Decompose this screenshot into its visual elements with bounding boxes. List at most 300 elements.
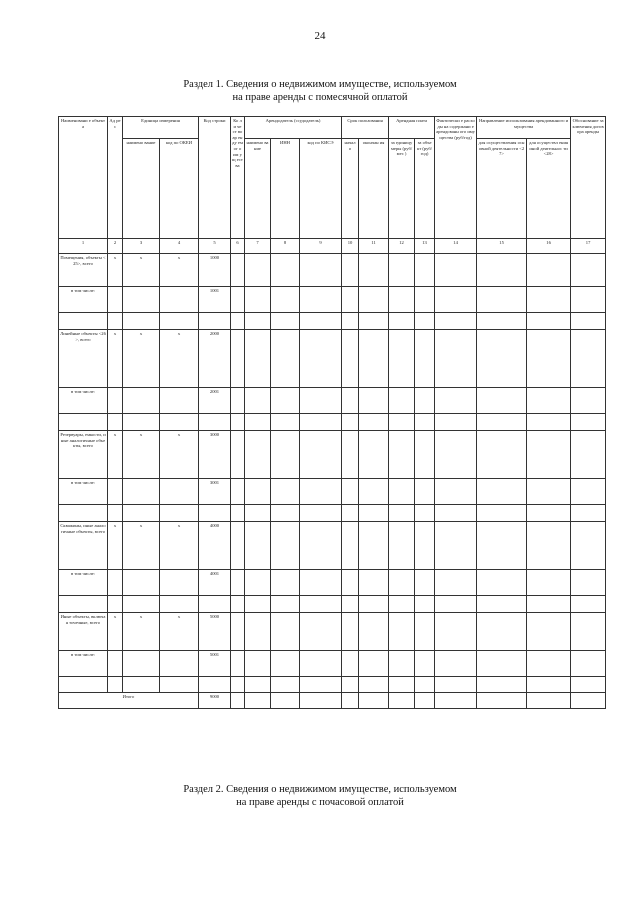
empty-cell xyxy=(571,651,606,677)
column-number: 11 xyxy=(359,239,389,254)
empty-cell xyxy=(245,479,271,505)
empty-cell xyxy=(245,287,271,313)
empty-cell xyxy=(342,693,359,709)
empty-cell xyxy=(342,596,359,613)
total-row xyxy=(59,693,606,709)
row-code-cell: 3000 xyxy=(199,431,231,479)
empty-cell xyxy=(435,254,477,287)
empty-cell xyxy=(271,388,300,414)
sub-label-cell: в том числе: xyxy=(59,479,108,505)
empty-cell xyxy=(342,330,359,388)
empty-cell xyxy=(359,313,389,330)
empty-cell xyxy=(123,479,160,505)
empty-cell xyxy=(231,479,245,505)
empty-cell xyxy=(359,287,389,313)
empty-cell xyxy=(477,505,527,522)
empty-cell xyxy=(231,613,245,651)
header-other-activity: для осуществл ения иной деятельнос ти <28> xyxy=(527,139,571,239)
empty-cell xyxy=(477,677,527,693)
empty-cell xyxy=(59,313,108,330)
empty-cell xyxy=(123,651,160,677)
empty-cell xyxy=(271,431,300,479)
empty-cell xyxy=(527,287,571,313)
empty-cell xyxy=(477,651,527,677)
empty-cell xyxy=(300,651,342,677)
empty-cell xyxy=(300,693,342,709)
empty-cell xyxy=(477,522,527,570)
empty-cell xyxy=(477,479,527,505)
empty-cell xyxy=(271,505,300,522)
column-number: 5 xyxy=(199,239,231,254)
empty-cell xyxy=(231,388,245,414)
empty-cell xyxy=(271,596,300,613)
column-number: 7 xyxy=(245,239,271,254)
empty-cell xyxy=(571,613,606,651)
okei-cell: x xyxy=(160,431,199,479)
empty-cell xyxy=(571,388,606,414)
empty-cell xyxy=(389,570,415,596)
header-unit-name: наимено вание xyxy=(123,139,160,239)
empty-cell xyxy=(231,414,245,431)
empty-cell xyxy=(389,431,415,479)
empty-cell xyxy=(359,388,389,414)
header-unit: Единица измерения xyxy=(123,117,199,139)
header-name: Наименовани е объекта xyxy=(59,117,108,239)
table-row xyxy=(59,651,606,677)
empty-cell xyxy=(300,431,342,479)
empty-cell xyxy=(199,313,231,330)
empty-cell xyxy=(160,479,199,505)
empty-cell xyxy=(359,254,389,287)
empty-cell xyxy=(199,596,231,613)
column-number: 4 xyxy=(160,239,199,254)
header-actual-costs: Фактически е расходы на содержани е арендованн ого имущества (руб/год) xyxy=(435,117,477,239)
empty-cell xyxy=(415,570,435,596)
empty-cell xyxy=(389,414,415,431)
empty-cell xyxy=(389,313,415,330)
empty-cell xyxy=(435,596,477,613)
empty-cell xyxy=(300,677,342,693)
header-address: Ад ре с xyxy=(108,117,123,239)
empty-cell xyxy=(359,570,389,596)
sub-label-cell: в том числе: xyxy=(59,388,108,414)
unit-name-cell: x xyxy=(123,613,160,651)
empty-cell xyxy=(300,388,342,414)
empty-cell xyxy=(245,651,271,677)
unit-name-cell: x xyxy=(123,431,160,479)
empty-cell xyxy=(571,505,606,522)
empty-cell xyxy=(160,414,199,431)
empty-cell xyxy=(160,287,199,313)
empty-cell xyxy=(300,596,342,613)
header-row-code: Код строки xyxy=(199,117,231,239)
empty-cell xyxy=(271,570,300,596)
empty-cell xyxy=(571,414,606,431)
empty-cell xyxy=(108,651,123,677)
empty-cell xyxy=(108,414,123,431)
empty-cell xyxy=(245,570,271,596)
empty-cell xyxy=(389,522,415,570)
empty-cell xyxy=(435,313,477,330)
empty-cell xyxy=(271,651,300,677)
empty-cell xyxy=(571,330,606,388)
row-code-cell: 1001 xyxy=(199,287,231,313)
empty-cell xyxy=(300,522,342,570)
row-code-cell: 3001 xyxy=(199,479,231,505)
header-rent-per-unit: за единицу меры (руб/мес ) xyxy=(389,139,415,239)
table-row xyxy=(59,431,606,479)
empty-cell xyxy=(231,651,245,677)
empty-cell xyxy=(300,414,342,431)
empty-cell xyxy=(389,287,415,313)
column-number: 6 xyxy=(231,239,245,254)
header-tenant: Арендодатель (ссудодатель) xyxy=(245,117,342,139)
empty-cell xyxy=(160,596,199,613)
column-number: 16 xyxy=(527,239,571,254)
empty-cell xyxy=(571,596,606,613)
empty-cell xyxy=(571,254,606,287)
address-cell: x xyxy=(108,613,123,651)
header-quantity: Ко ли че ст во ар ен ду ем ог о им ущ ест ва xyxy=(231,117,245,239)
empty-cell xyxy=(271,330,300,388)
empty-cell xyxy=(415,388,435,414)
empty-cell xyxy=(389,388,415,414)
table-row xyxy=(59,613,606,651)
empty-cell xyxy=(231,505,245,522)
column-number: 8 xyxy=(271,239,300,254)
empty-cell xyxy=(245,522,271,570)
empty-cell xyxy=(231,596,245,613)
empty-cell xyxy=(342,254,359,287)
empty-cell xyxy=(59,677,108,693)
empty-cell xyxy=(123,414,160,431)
empty-cell xyxy=(389,330,415,388)
empty-cell xyxy=(245,313,271,330)
empty-cell xyxy=(389,693,415,709)
empty-cell xyxy=(435,570,477,596)
empty-cell xyxy=(160,570,199,596)
table-row xyxy=(59,254,606,287)
page-number: 24 xyxy=(314,30,326,42)
empty-cell xyxy=(300,313,342,330)
header-row-1 xyxy=(59,117,606,139)
empty-cell xyxy=(300,254,342,287)
sub-label-cell: в том числе: xyxy=(59,287,108,313)
empty-cell xyxy=(477,388,527,414)
header-main-activity: для осуществления основной деятельности <27> xyxy=(477,139,527,239)
header-tenant-name: наимено вание xyxy=(245,139,271,239)
empty-cell xyxy=(571,693,606,709)
column-number-row xyxy=(59,239,606,254)
column-number: 14 xyxy=(435,239,477,254)
empty-cell xyxy=(435,693,477,709)
empty-cell xyxy=(160,677,199,693)
empty-cell xyxy=(359,596,389,613)
empty-cell xyxy=(160,505,199,522)
header-term-start: начал о xyxy=(342,139,359,239)
table-row xyxy=(59,287,606,313)
header-purpose: Направление использования арендованного имущества xyxy=(477,117,571,139)
empty-cell xyxy=(245,388,271,414)
empty-cell xyxy=(342,388,359,414)
empty-cell xyxy=(300,570,342,596)
empty-cell xyxy=(359,522,389,570)
empty-cell xyxy=(245,613,271,651)
object-name-cell: Помещения, объекты <25>, всего xyxy=(59,254,108,287)
okei-cell: x xyxy=(160,330,199,388)
empty-cell xyxy=(527,254,571,287)
empty-cell xyxy=(160,388,199,414)
empty-cell xyxy=(108,287,123,313)
empty-cell xyxy=(271,313,300,330)
column-number: 10 xyxy=(342,239,359,254)
empty-cell xyxy=(415,479,435,505)
table-row xyxy=(59,596,606,613)
empty-cell xyxy=(199,677,231,693)
empty-cell xyxy=(245,414,271,431)
empty-cell xyxy=(415,287,435,313)
object-name-cell: Резервуары, емкости, иные аналогичные объекты, всего xyxy=(59,431,108,479)
table-row xyxy=(59,313,606,330)
address-cell: x xyxy=(108,522,123,570)
row-code-cell: 4001 xyxy=(199,570,231,596)
empty-cell xyxy=(571,313,606,330)
table-row xyxy=(59,479,606,505)
empty-cell xyxy=(359,414,389,431)
section-1-title-line1: Раздел 1. Сведения о недвижимом имуществе, используемом xyxy=(183,79,457,90)
empty-cell xyxy=(359,613,389,651)
sub-label-cell: в том числе: xyxy=(59,570,108,596)
empty-cell xyxy=(477,570,527,596)
empty-cell xyxy=(245,330,271,388)
empty-cell xyxy=(271,522,300,570)
unit-name-cell: x xyxy=(123,522,160,570)
empty-cell xyxy=(231,313,245,330)
empty-cell xyxy=(527,479,571,505)
property-table xyxy=(58,116,606,709)
empty-cell xyxy=(359,693,389,709)
header-okei: код по ОКЕИ xyxy=(160,139,199,239)
empty-cell xyxy=(300,505,342,522)
okei-cell: x xyxy=(160,254,199,287)
section-1-title-line2: на праве аренды с помесячной оплатой xyxy=(232,92,408,103)
empty-cell xyxy=(527,651,571,677)
empty-cell xyxy=(571,479,606,505)
empty-cell xyxy=(300,330,342,388)
empty-cell xyxy=(342,570,359,596)
empty-cell xyxy=(342,414,359,431)
table-row xyxy=(59,414,606,431)
empty-cell xyxy=(389,677,415,693)
empty-cell xyxy=(108,596,123,613)
empty-cell xyxy=(342,613,359,651)
empty-cell xyxy=(435,287,477,313)
empty-cell xyxy=(342,505,359,522)
empty-cell xyxy=(245,596,271,613)
empty-cell xyxy=(123,596,160,613)
table-row xyxy=(59,388,606,414)
empty-cell xyxy=(415,693,435,709)
empty-cell xyxy=(123,388,160,414)
empty-cell xyxy=(527,388,571,414)
empty-cell xyxy=(435,330,477,388)
empty-cell xyxy=(477,287,527,313)
column-number: 1 xyxy=(59,239,108,254)
empty-cell xyxy=(435,522,477,570)
empty-cell xyxy=(160,651,199,677)
table-row xyxy=(59,677,606,693)
table-row xyxy=(59,522,606,570)
empty-cell xyxy=(571,287,606,313)
empty-cell xyxy=(342,313,359,330)
column-number: 9 xyxy=(300,239,342,254)
object-name-cell: Скважины, иные аналогичные объекты, всего xyxy=(59,522,108,570)
header-term-end: окончан ия xyxy=(359,139,389,239)
empty-cell xyxy=(342,651,359,677)
empty-cell xyxy=(477,693,527,709)
empty-cell xyxy=(231,330,245,388)
table-row xyxy=(59,505,606,522)
empty-cell xyxy=(415,651,435,677)
row-code-cell: 2001 xyxy=(199,388,231,414)
empty-cell xyxy=(123,313,160,330)
column-number: 3 xyxy=(123,239,160,254)
empty-cell xyxy=(123,677,160,693)
empty-cell xyxy=(527,677,571,693)
empty-cell xyxy=(389,651,415,677)
empty-cell xyxy=(571,522,606,570)
empty-cell xyxy=(108,570,123,596)
empty-cell xyxy=(359,431,389,479)
header-kise: код по КИСЭ xyxy=(300,139,342,239)
empty-cell xyxy=(123,287,160,313)
empty-cell xyxy=(300,479,342,505)
unit-name-cell: x xyxy=(123,254,160,287)
empty-cell xyxy=(342,677,359,693)
empty-cell xyxy=(271,677,300,693)
empty-cell xyxy=(231,431,245,479)
empty-cell xyxy=(527,570,571,596)
empty-cell xyxy=(359,330,389,388)
empty-cell xyxy=(271,613,300,651)
address-cell: x xyxy=(108,254,123,287)
empty-cell xyxy=(199,414,231,431)
empty-cell xyxy=(477,313,527,330)
column-number: 13 xyxy=(415,239,435,254)
empty-cell xyxy=(527,522,571,570)
empty-cell xyxy=(231,254,245,287)
empty-cell xyxy=(231,693,245,709)
empty-cell xyxy=(108,388,123,414)
row-code-cell: 5001 xyxy=(199,651,231,677)
empty-cell xyxy=(477,330,527,388)
empty-cell xyxy=(571,431,606,479)
row-code-cell: 4000 xyxy=(199,522,231,570)
empty-cell xyxy=(300,613,342,651)
object-name-cell: Иные объекты, включая точечные, всего xyxy=(59,613,108,651)
empty-cell xyxy=(271,287,300,313)
section-2-title xyxy=(0,783,640,809)
empty-cell xyxy=(477,254,527,287)
empty-cell xyxy=(231,570,245,596)
empty-cell xyxy=(435,677,477,693)
header-row-2 xyxy=(59,139,606,239)
empty-cell xyxy=(199,505,231,522)
empty-cell xyxy=(571,570,606,596)
empty-cell xyxy=(108,677,123,693)
empty-cell xyxy=(527,431,571,479)
section-2-title-line2: на праве аренды с почасовой оплатой xyxy=(236,797,404,808)
empty-cell xyxy=(342,287,359,313)
header-rent: Арендная плата xyxy=(389,117,435,139)
empty-cell xyxy=(342,431,359,479)
empty-cell xyxy=(435,414,477,431)
empty-cell xyxy=(389,479,415,505)
empty-cell xyxy=(245,505,271,522)
empty-cell xyxy=(571,677,606,693)
empty-cell xyxy=(108,313,123,330)
empty-cell xyxy=(527,313,571,330)
column-number: 15 xyxy=(477,239,527,254)
sub-label-cell: в том числе: xyxy=(59,651,108,677)
okei-cell: x xyxy=(160,522,199,570)
empty-cell xyxy=(415,431,435,479)
section-1-title xyxy=(0,78,640,104)
empty-cell xyxy=(389,596,415,613)
table-row xyxy=(59,330,606,388)
empty-cell xyxy=(271,479,300,505)
empty-cell xyxy=(415,677,435,693)
empty-cell xyxy=(359,651,389,677)
empty-cell xyxy=(123,570,160,596)
unit-name-cell: x xyxy=(123,330,160,388)
empty-cell xyxy=(59,505,108,522)
empty-cell xyxy=(342,479,359,505)
column-number: 17 xyxy=(571,239,606,254)
header-rent-per-object: за объе кт (руб/ год) xyxy=(415,139,435,239)
column-number: 2 xyxy=(108,239,123,254)
empty-cell xyxy=(245,254,271,287)
empty-cell xyxy=(389,254,415,287)
empty-cell xyxy=(271,254,300,287)
object-name-cell: Линейные объекты <26>, всего xyxy=(59,330,108,388)
empty-cell xyxy=(435,479,477,505)
empty-cell xyxy=(527,596,571,613)
empty-cell xyxy=(342,522,359,570)
section-2-title-line1: Раздел 2. Сведения о недвижимом имуществе, используемом xyxy=(183,784,457,795)
empty-cell xyxy=(359,505,389,522)
empty-cell xyxy=(245,431,271,479)
empty-cell xyxy=(415,596,435,613)
empty-cell xyxy=(359,677,389,693)
empty-cell xyxy=(300,287,342,313)
empty-cell xyxy=(415,522,435,570)
empty-cell xyxy=(123,505,160,522)
empty-cell xyxy=(415,505,435,522)
empty-cell xyxy=(231,677,245,693)
empty-cell xyxy=(359,479,389,505)
empty-cell xyxy=(271,414,300,431)
table-row xyxy=(59,570,606,596)
total-code-cell: 9000 xyxy=(199,693,231,709)
header-inn: ИНН xyxy=(271,139,300,239)
address-cell: x xyxy=(108,431,123,479)
empty-cell xyxy=(59,596,108,613)
row-code-cell: 2000 xyxy=(199,330,231,388)
empty-cell xyxy=(527,330,571,388)
empty-cell xyxy=(231,522,245,570)
empty-cell xyxy=(527,505,571,522)
